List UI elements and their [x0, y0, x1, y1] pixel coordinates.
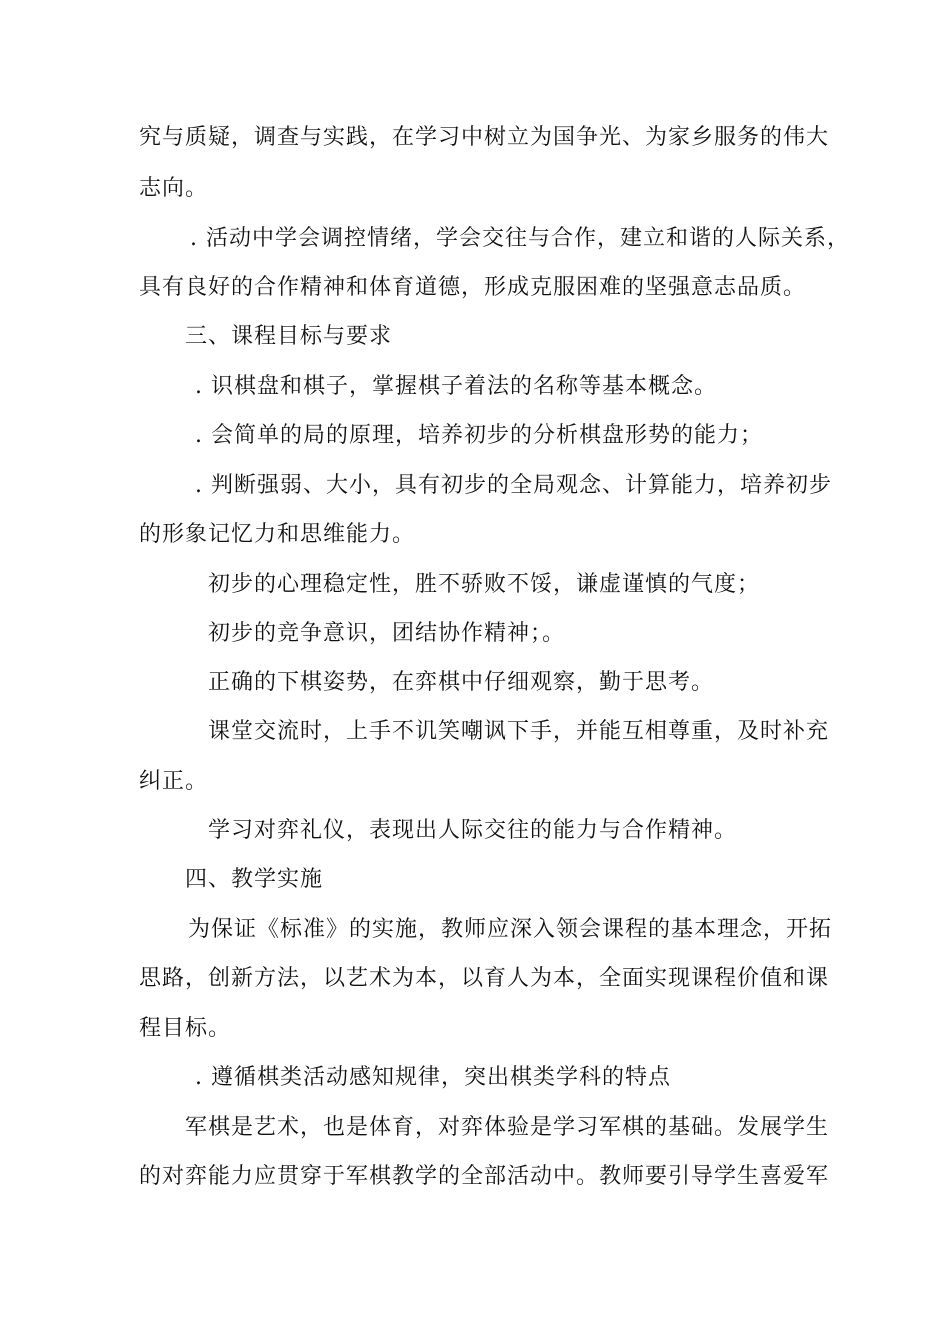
text-line: . 判断强弱、大小，具有初步的全局观念、计算能力，培养初步 [195, 473, 832, 498]
section-heading: 四、教学实施 [185, 867, 324, 892]
text-line: 的对弈能力应贯穿于军棋教学的全部活动中。教师要引导学生喜爱军 [139, 1164, 830, 1189]
text-line: 学习对弈礼仪，表现出人际交往的能力与合作精神。 [208, 818, 738, 843]
text-line: 志向。 [139, 176, 209, 201]
text-line: 的形象记忆力和思维能力。 [139, 522, 416, 547]
text-line: 纠正。 [139, 769, 209, 794]
text-line: 课堂交流时，上手不讥笑嘲讽下手，并能互相尊重，及时补充 [208, 719, 830, 744]
text-line: 初步的心理稳定性，胜不骄败不馁，谦虚谨慎的气度； [208, 572, 761, 597]
text-line: . 会简单的局的原理，培养初步的分析棋盘形势的能力； [195, 423, 763, 448]
text-line: 正确的下棋姿势，在弈棋中仔细观察，勤于思考。 [208, 670, 715, 695]
section-heading: 三、课程目标与要求 [185, 324, 393, 349]
text-line: . 识棋盘和棋子，掌握棋子着法的名称等基本概念。 [195, 374, 717, 399]
text-line: 军棋是艺术，也是体育，对弈体验是学习军棋的基础。发展学生 [185, 1115, 830, 1140]
text-line: 为保证《标准》的实施，教师应深入领会课程的基本理念，开拓 [188, 917, 833, 942]
text-line: 具有良好的合作精神和体育道德，形成克服困难的坚强意志品质。 [139, 275, 807, 300]
text-line: 究与质疑，调查与实践，在学习中树立为国争光、为家乡服务的伟大 [139, 125, 830, 150]
text-line: 初步的竞争意识，团结协作精神；。 [208, 621, 566, 646]
text-line: 程目标。 [139, 1016, 232, 1041]
text-line: . 遵循棋类活动感知规律，突出棋类学科的特点 [195, 1065, 671, 1090]
text-line: 思路，创新方法，以艺术为本，以育人为本，全面实现课程价值和课 [139, 966, 830, 991]
text-line: . 活动中学会调控情绪，学会交往与合作，建立和谐的人际关系， [190, 226, 850, 251]
